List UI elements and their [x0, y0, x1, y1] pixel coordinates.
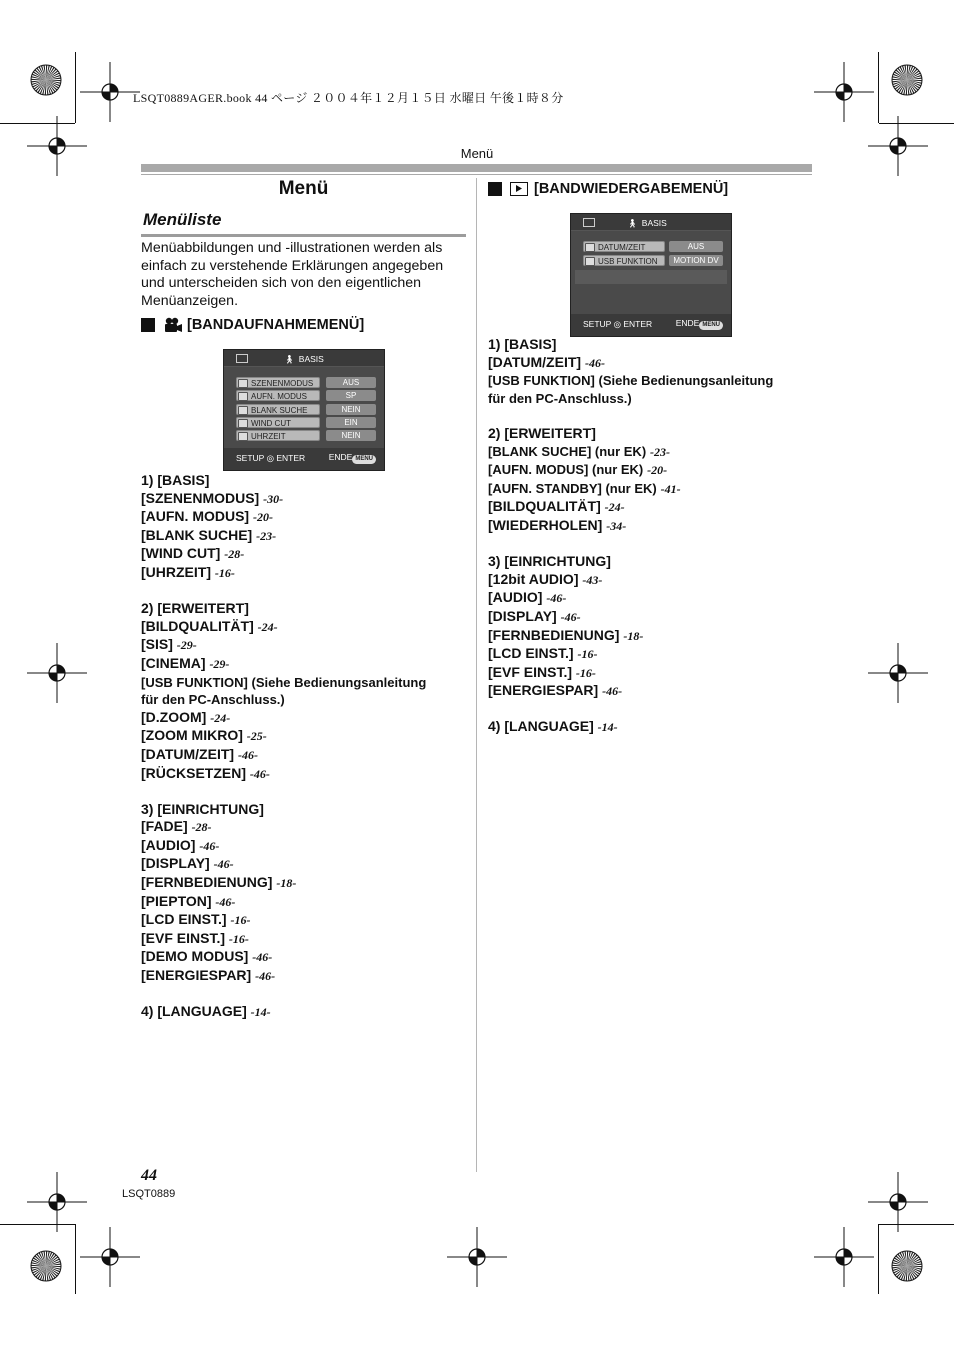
page-reference: -46- [560, 609, 581, 624]
lcd-menu-item: SZENENMODUS [236, 377, 320, 388]
registration-mark-icon [80, 62, 140, 122]
menu-list-item: [AUFN. STANDBY] (nur EK) -41- [488, 480, 681, 496]
lcd-menu-value: SP [326, 390, 376, 401]
page-reference: -46- [252, 950, 273, 965]
page-reference: -16- [577, 647, 598, 662]
registration-mark-icon [27, 1172, 87, 1232]
color-target-icon [891, 1250, 923, 1282]
subtitle-rule [141, 234, 466, 237]
menu-list-item: [ENERGIESPAR] -46- [141, 967, 276, 984]
lcd-item-icon [585, 243, 595, 252]
lcd-menu-item: DATUM/ZEIT [583, 241, 665, 252]
registration-mark-icon [447, 1227, 507, 1287]
page-reference: -29- [209, 656, 230, 671]
page-reference: -18- [623, 628, 644, 643]
page-reference: -46- [213, 857, 234, 872]
page-title: Menü [278, 178, 329, 199]
menu-list-item: [SZENENMODUS] -30- [141, 489, 284, 506]
page-reference: -46- [249, 766, 270, 781]
playback-menu-screen [570, 213, 732, 337]
menu-list-item: [CINEMA] -29- [141, 654, 230, 671]
lcd-menu-value: AUS [669, 241, 723, 252]
lcd-footer-setup: SETUP ◎ ENTER [583, 319, 653, 329]
registration-mark-icon [814, 1227, 874, 1287]
menu-header-basis: 🚶︎ BASIS [627, 218, 667, 228]
joystick-icon: ◎ [613, 319, 621, 329]
joystick-icon: ◎ [266, 453, 274, 463]
menu-list-item: [LCD EINST.] -16- [141, 911, 251, 928]
menu-list-item: [EVF EINST.] -16- [141, 929, 249, 946]
menu-list-item: [BILDQUALITÄT] -24- [488, 498, 625, 515]
menu-group-title: 1) [BASIS] [141, 472, 210, 488]
page-reference: -25- [246, 729, 267, 744]
menu-list-item: [USB FUNKTION] (Siehe Bedienungsanleitung [488, 373, 774, 389]
menu-list-item: [BLANK SUCHE] -23- [141, 526, 277, 543]
crop-line [75, 1224, 76, 1294]
tape-playback-menu-heading [488, 181, 728, 197]
lcd-menu-value: MOTION DV [669, 255, 723, 266]
page-reference: -28- [224, 547, 245, 562]
tape-icon [236, 354, 248, 363]
lcd-menu-value: EIN [326, 417, 376, 428]
menu-list-item: [AUFN. MODUS] (nur EK) -20- [488, 462, 668, 478]
menu-list-item: [FERNBEDIENUNG] -18- [141, 874, 297, 891]
person-icon: 🚶︎ [284, 354, 295, 364]
page-reference: -46- [199, 838, 220, 853]
lcd-item-icon [238, 392, 248, 401]
menu-group-title: 4) [LANGUAGE] -14- [141, 1003, 271, 1020]
page-reference: -28- [191, 820, 212, 835]
registration-mark-icon [868, 643, 928, 703]
tape-playback-menu-list [488, 336, 818, 737]
page-reference: -46- [546, 591, 567, 606]
menu-group-title: 2) [ERWEITERT] [488, 424, 596, 441]
page-reference: -46- [237, 747, 258, 762]
menu-list-item: [AUDIO] -46- [141, 836, 220, 853]
menu-group-title: 3) [EINRICHTUNG] [488, 553, 611, 570]
lcd-menu-value: NEIN [326, 430, 376, 441]
lcd-item-icon [238, 432, 248, 441]
lcd-menu-item: WIND CUT [236, 417, 320, 428]
menu-list-item: [WIEDERHOLEN] -34- [488, 516, 627, 533]
page-number: 44 [141, 1167, 157, 1184]
page-reference: -46- [602, 684, 623, 699]
lcd-item-icon [238, 419, 248, 428]
registration-mark-icon [814, 62, 874, 122]
menu-list-item: [WIND CUT] -28- [141, 545, 245, 562]
lcd-menu-value: AUS [326, 377, 376, 388]
menu-list-item: [D.ZOOM] -24- [141, 708, 231, 725]
lcd-menu-item: UHRZEIT [236, 430, 320, 441]
menu-list-item: [AUDIO] -46- [488, 589, 567, 606]
registration-mark-icon [80, 1227, 140, 1287]
lcd-item-icon [238, 379, 248, 388]
person-icon: 🚶︎ [627, 218, 638, 228]
menu-list-item: [DISPLAY] -46- [488, 607, 581, 624]
lcd-menu-item: BLANK SUCHE [236, 404, 320, 415]
lcd-item-icon [238, 406, 248, 415]
bullet-square-icon [488, 182, 502, 196]
registration-mark-icon [868, 1172, 928, 1232]
header-rule [141, 164, 812, 172]
color-target-icon [30, 1250, 62, 1282]
menu-list-item: [FERNBEDIENUNG] -18- [488, 626, 644, 643]
menu-list-item: [ZOOM MIKRO] -25- [141, 727, 267, 744]
menu-list-item: [BILDQUALITÄT] -24- [141, 617, 278, 634]
page-reference: -30- [263, 491, 284, 506]
page-reference: -20- [253, 510, 273, 525]
menu-group-title: 3) [EINRICHTUNG] [141, 800, 264, 817]
menu-list-item: [ENERGIESPAR] -46- [488, 682, 623, 699]
page-reference: -29- [176, 638, 197, 653]
section-subtitle: Menüliste [143, 210, 222, 229]
menu-list-item: für den PC-Anschluss.) [141, 692, 285, 708]
page-reference: -24- [257, 619, 278, 634]
bullet-square-icon [141, 318, 155, 332]
page-reference: -46- [584, 355, 605, 370]
playback-icon [583, 218, 595, 227]
menu-group-title: 2) [ERWEITERT] [141, 600, 249, 617]
page-reference: -24- [604, 500, 625, 515]
menu-list-item: [BLANK SUCHE] (nur EK) -23- [488, 443, 671, 459]
page-reference: -16- [575, 665, 596, 680]
menu-list-item: [DEMO MODUS] -46- [141, 948, 273, 965]
crop-line [75, 52, 76, 123]
crop-line [0, 1224, 75, 1225]
menu-badge: MENU [699, 321, 723, 330]
menu-list-item: [FADE] -28- [141, 818, 212, 835]
running-header: Menü [460, 146, 494, 161]
print-info-line: LSQT0889AGER.book 44 ページ ２００４年１２月１５日 水曜日 午後１時８分 [133, 91, 564, 105]
page-reference: -23- [256, 528, 277, 543]
color-target-icon [891, 64, 923, 96]
page-reference: -20- [647, 463, 668, 478]
page-reference: -18- [276, 876, 297, 891]
color-target-icon [30, 64, 62, 96]
page-reference: -34- [606, 518, 627, 533]
menu-header-basis: 🚶︎ BASIS [284, 354, 324, 364]
tape-recording-menu-heading [141, 317, 364, 333]
menu-list-item: [AUFN. MODUS] -20- [141, 508, 273, 525]
header-rule-thin [141, 174, 812, 175]
page-reference: -41- [660, 481, 681, 496]
crop-line [0, 123, 75, 124]
lcd-menu-item: AUFN. MODUS [236, 390, 320, 401]
lcd-item-icon [585, 257, 595, 266]
lcd-menu-value: NEIN [326, 404, 376, 415]
menu-group-title: 4) [LANGUAGE] -14- [488, 718, 618, 735]
lcd-footer-setup: SETUP ◎ ENTER [236, 453, 306, 463]
column-divider [476, 178, 477, 1172]
intro-paragraph: Menüabbildungen und -illustrationen werden als einfach zu verstehende Erklärungen angegeben und unterscheiden sich von den eigentlichen Menüanzeigen. [141, 240, 444, 309]
menu-list-item: [SIS] -29- [141, 636, 197, 653]
tape-recording-menu-title: [BANDAUFNAHMEMENÜ] [187, 317, 365, 333]
page-reference: -43- [582, 572, 603, 587]
registration-mark-icon [27, 643, 87, 703]
page-reference: -14- [597, 720, 618, 735]
page-reference: -16- [228, 931, 249, 946]
menu-list-item: [DATUM/ZEIT] -46- [488, 353, 605, 370]
menu-list-item: [DATUM/ZEIT] -46- [141, 745, 258, 762]
menu-list-item: [UHRZEIT] -16- [141, 563, 235, 580]
page-reference: -16- [214, 565, 235, 580]
crop-line [879, 123, 954, 124]
menu-list-item: [RÜCKSETZEN] -46- [141, 764, 270, 781]
menu-list-item: für den PC-Anschluss.) [488, 390, 632, 406]
menu-group-title: 1) [BASIS] [488, 336, 557, 352]
lcd-footer-end: ENDE MENU [329, 452, 376, 464]
document-code: LSQT0889 [122, 1188, 176, 1200]
menu-list-item: [EVF EINST.] -16- [488, 663, 596, 680]
tape-playback-menu-title: [BANDWIEDERGABEMENÜ] [534, 181, 729, 197]
recording-menu-screen [223, 349, 385, 471]
crop-line [878, 1224, 879, 1294]
lcd-footer-end: ENDE MENU [676, 318, 723, 330]
crop-line [878, 52, 879, 123]
camera-icon [163, 317, 183, 333]
page-reference: -14- [250, 1005, 271, 1020]
crop-line [879, 1224, 954, 1225]
play-icon [510, 182, 528, 196]
page-reference: -23- [650, 444, 671, 459]
page-reference: -16- [230, 913, 251, 928]
page-reference: -46- [255, 969, 276, 984]
menu-list-item: [PIEPTON] -46- [141, 892, 236, 909]
menu-list-item: [DISPLAY] -46- [141, 855, 234, 872]
menu-list-item: [LCD EINST.] -16- [488, 645, 598, 662]
menu-badge: MENU [352, 455, 376, 464]
page-reference: -46- [215, 894, 236, 909]
menu-list-item: [USB FUNKTION] (Siehe Bedienungsanleitung [141, 674, 427, 690]
tape-recording-menu-list [141, 472, 471, 1022]
menu-list-item: [12bit AUDIO] -43- [488, 570, 603, 587]
lcd-menu-item: USB FUNKTION [583, 255, 665, 266]
page-reference: -24- [210, 710, 231, 725]
